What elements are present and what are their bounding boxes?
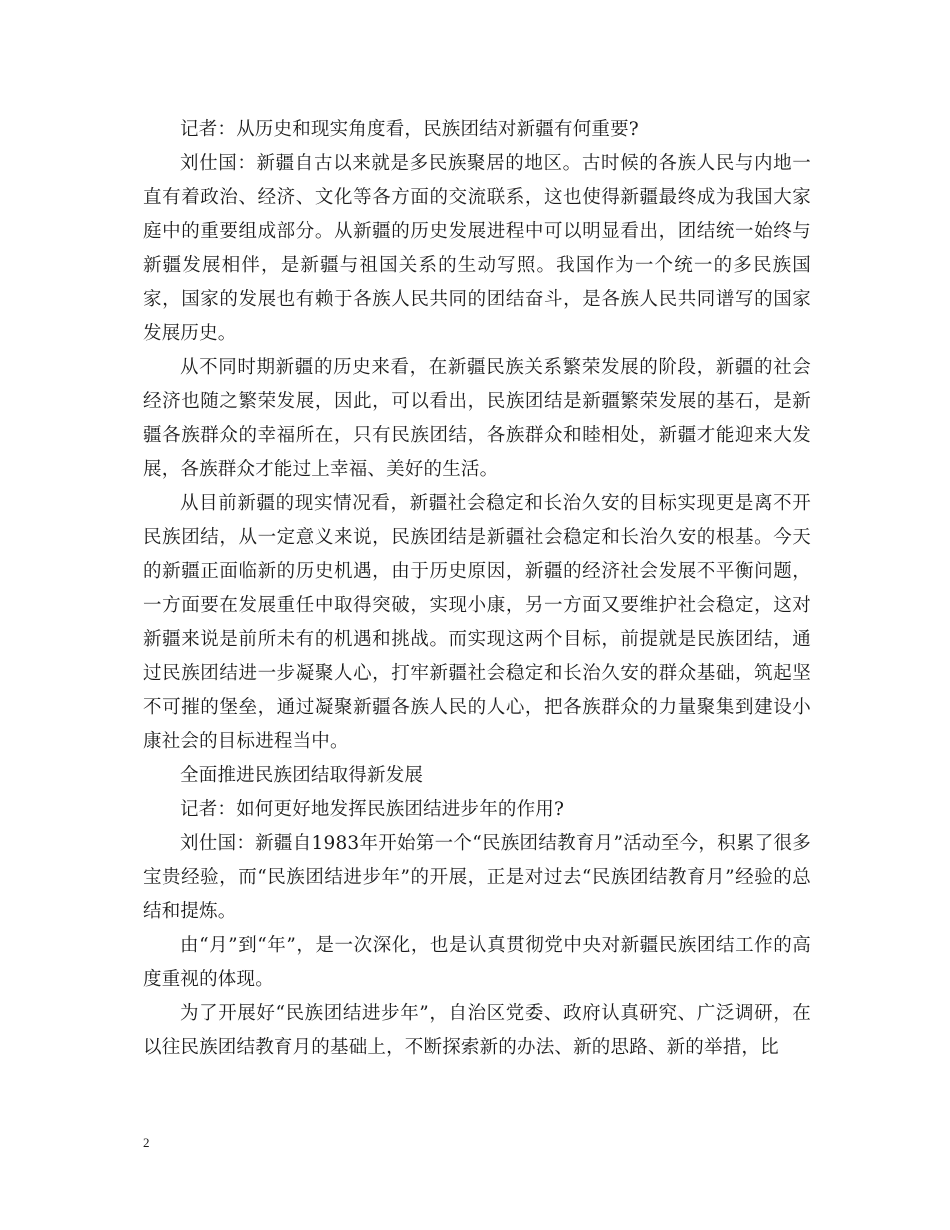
- paragraph-historical-periods: 从不同时期新疆的历史来看，在新疆民族关系繁荣发展的阶段，新疆的社会经济也随之繁荣发展，因此，可以看出，民族团结是新疆繁荣发展的基石，是新疆各族群众的幸福所在，只有民族团结，各族群众和睦相处，新疆才能迎来大发展，各族群众才能过上幸福、美好的生活。: [143, 357, 811, 480]
- section-heading: 全面推进民族团结取得新发展: [180, 765, 424, 786]
- document-body: [143, 113, 811, 1065]
- paragraph-answer-education-month: 刘仕国：新疆自1983年开始第一个“民族团结教育月”活动至今，积累了很多宝贵经验，而“民族团结进步年”的开展，正是对过去“民族团结教育月”经验的总结和提炼。: [143, 833, 811, 922]
- paragraph-month-to-year: 由“月”到“年”，是一次深化，也是认真贯彻党中央对新疆民族团结工作的高度重视的体现。: [143, 935, 811, 990]
- paragraph-current-situation: 从目前新疆的现实情况看，新疆社会稳定和长治久安的目标实现更是离不开民族团结，从一定意义来说，民族团结是新疆社会稳定和长治久安的根基。今天的新疆正面临新的历史机遇，由于历史原因，新疆的经济社会发展不平衡问题，一方面要在发展重任中取得突破，实现小康，另一方面又要维护社会稳定，这对新疆来说是前所未有的机遇和挑战。而实现这两个目标，前提就是民族团结，通过民族团结进一步凝聚人心，打牢新疆社会稳定和长治久安的群众基础，筑起坚不可摧的堡垒，通过凝聚新疆各族人民的人心，把各族群众的力量聚集到建设小康社会的目标进程当中。: [143, 493, 811, 752]
- page-number: 2: [143, 1135, 150, 1150]
- paragraph-reporter-question-1: 记者：从历史和现实角度看，民族团结对新疆有何重要?: [180, 119, 639, 140]
- paragraph-reporter-question-2: 记者：如何更好地发挥民族团结进步年的作用?: [180, 799, 565, 820]
- paragraph-progress-year: 为了开展好“民族团结进步年”，自治区党委、政府认真研究、广泛调研，在以往民族团结教育月的基础上，不断探索新的办法、新的思路、新的举措，比: [143, 1003, 811, 1058]
- paragraph-answer-history: 刘仕国：新疆自古以来就是多民族聚居的地区。古时候的各族人民与内地一直有着政治、经济、文化等各方面的交流联系，这也使得新疆最终成为我国大家庭中的重要组成部分。从新疆的历史发展进程中可以明显看出，团结统一始终与新疆发展相伴，是新疆与祖国关系的生动写照。我国作为一个统一的多民族国家，国家的发展也有赖于各族人民共同的团结奋斗，是各族人民共同谱写的国家发展历史。: [143, 153, 811, 344]
